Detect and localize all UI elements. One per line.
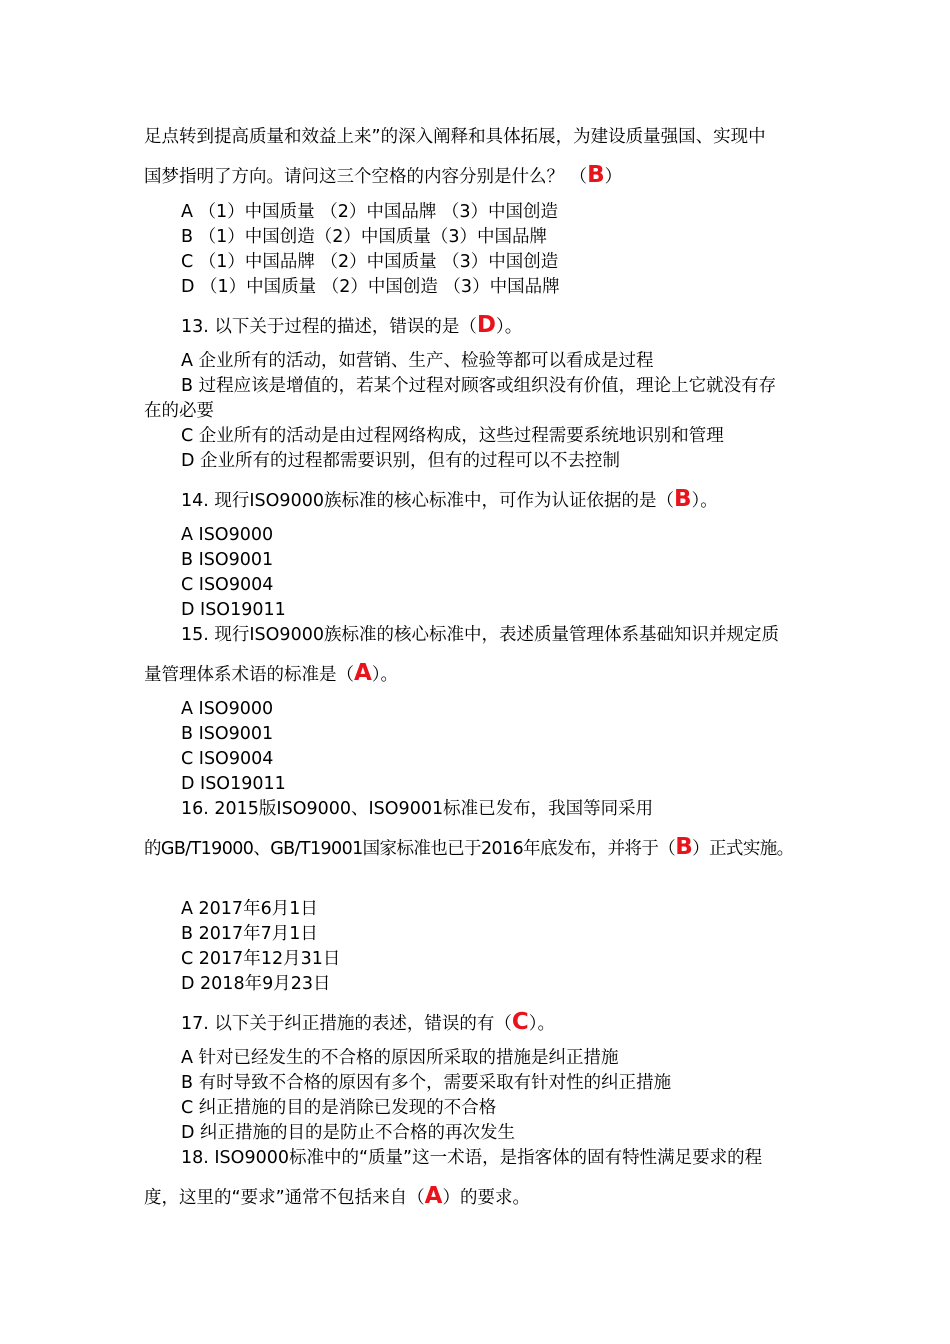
q18-answer: A xyxy=(424,1183,443,1209)
q15-line1: 15. 现行ISO9000族标准的核心标准中，表述质量管理体系基础知识并规定质 xyxy=(181,625,779,645)
q14-option-c: C ISO9004 xyxy=(181,575,274,595)
q18-line1: 18. ISO9000标准中的“质量”这一术语，是指客体的固有特性满足要求的程 xyxy=(181,1148,763,1168)
q16-option-c: C 2017年12月31日 xyxy=(181,949,341,969)
q14-option-d: D ISO19011 xyxy=(181,600,286,620)
q17-option-c: C 纠正措施的目的是消除已发现的不合格 xyxy=(181,1098,497,1118)
q12-answer: B xyxy=(587,162,605,188)
q15-line2: 量管理体系术语的标准是（A）。 xyxy=(144,660,399,686)
q15-option-c: C ISO9004 xyxy=(181,749,274,769)
q16-option-a: A 2017年6月1日 xyxy=(181,899,318,919)
q13-option-b-cont: 在的必要 xyxy=(144,401,214,421)
q12-line2: 国梦指明了方向。请问这三个空格的内容分别是什么？ （B） xyxy=(144,162,623,188)
q17-option-a: A 针对已经发生的不合格的原因所采取的措施是纠正措施 xyxy=(181,1048,619,1068)
q16-line2: 的GB/T19000、GB/T19001国家标准也已于2016年底发布，并将于（B）正式实施。 xyxy=(144,834,794,860)
q16-option-d: D 2018年9月23日 xyxy=(181,974,331,994)
q16-line1: 16. 2015版ISO9000、ISO9001标准已发布，我国等同采用 xyxy=(181,799,654,819)
q17-answer: C xyxy=(511,1009,529,1035)
q14-option-a: A ISO9000 xyxy=(181,525,274,545)
q13-answer: D xyxy=(476,312,496,338)
q13-option-c: C 企业所有的活动是由过程网络构成，这些过程需要系统地识别和管理 xyxy=(181,426,724,446)
q14-stem: 14. 现行ISO9000族标准的核心标准中，可作为认证依据的是（B）。 xyxy=(181,486,718,512)
q17-option-d: D 纠正措施的目的是防止不合格的再次发生 xyxy=(181,1123,516,1143)
q12-option-b: B （1）中国创造（2）中国质量（3）中国品牌 xyxy=(181,227,547,247)
q18-line2: 度，这里的“要求”通常不包括来自（A）的要求。 xyxy=(144,1183,530,1209)
q12-option-a: A （1）中国质量 （2）中国品牌 （3）中国创造 xyxy=(181,202,559,222)
q13-stem: 13. 以下关于过程的描述，错误的是（D）。 xyxy=(181,312,523,338)
q14-option-b: B ISO9001 xyxy=(181,550,274,570)
q13-option-b: B 过程应该是增值的，若某个过程对顾客或组织没有价值，理论上它就没有存 xyxy=(181,376,777,396)
q12-option-c: C （1）中国品牌 （2）中国质量 （3）中国创造 xyxy=(181,252,559,272)
q13-option-d: D 企业所有的过程都需要识别，但有的过程可以不去控制 xyxy=(181,451,621,471)
q15-option-d: D ISO19011 xyxy=(181,774,286,794)
q15-answer: A xyxy=(354,660,372,686)
q17-stem: 17. 以下关于纠正措施的表述，错误的有（C）。 xyxy=(181,1009,556,1035)
q15-option-b: B ISO9001 xyxy=(181,724,274,744)
q16-answer: B xyxy=(675,834,693,860)
q13-option-a: A 企业所有的活动，如营销、生产、检验等都可以看成是过程 xyxy=(181,351,654,371)
q12-line1: 足点转到提高质量和效益上来”的深入阐释和具体拓展，为建设质量强国、实现中 xyxy=(144,127,766,147)
q15-option-a: A ISO9000 xyxy=(181,699,274,719)
q17-option-b: B 有时导致不合格的原因有多个，需要采取有针对性的纠正措施 xyxy=(181,1073,672,1093)
q12-option-d: D （1）中国质量 （2）中国创造 （3）中国品牌 xyxy=(181,277,560,297)
q16-option-b: B 2017年7月1日 xyxy=(181,924,318,944)
q14-answer: B xyxy=(673,486,692,512)
